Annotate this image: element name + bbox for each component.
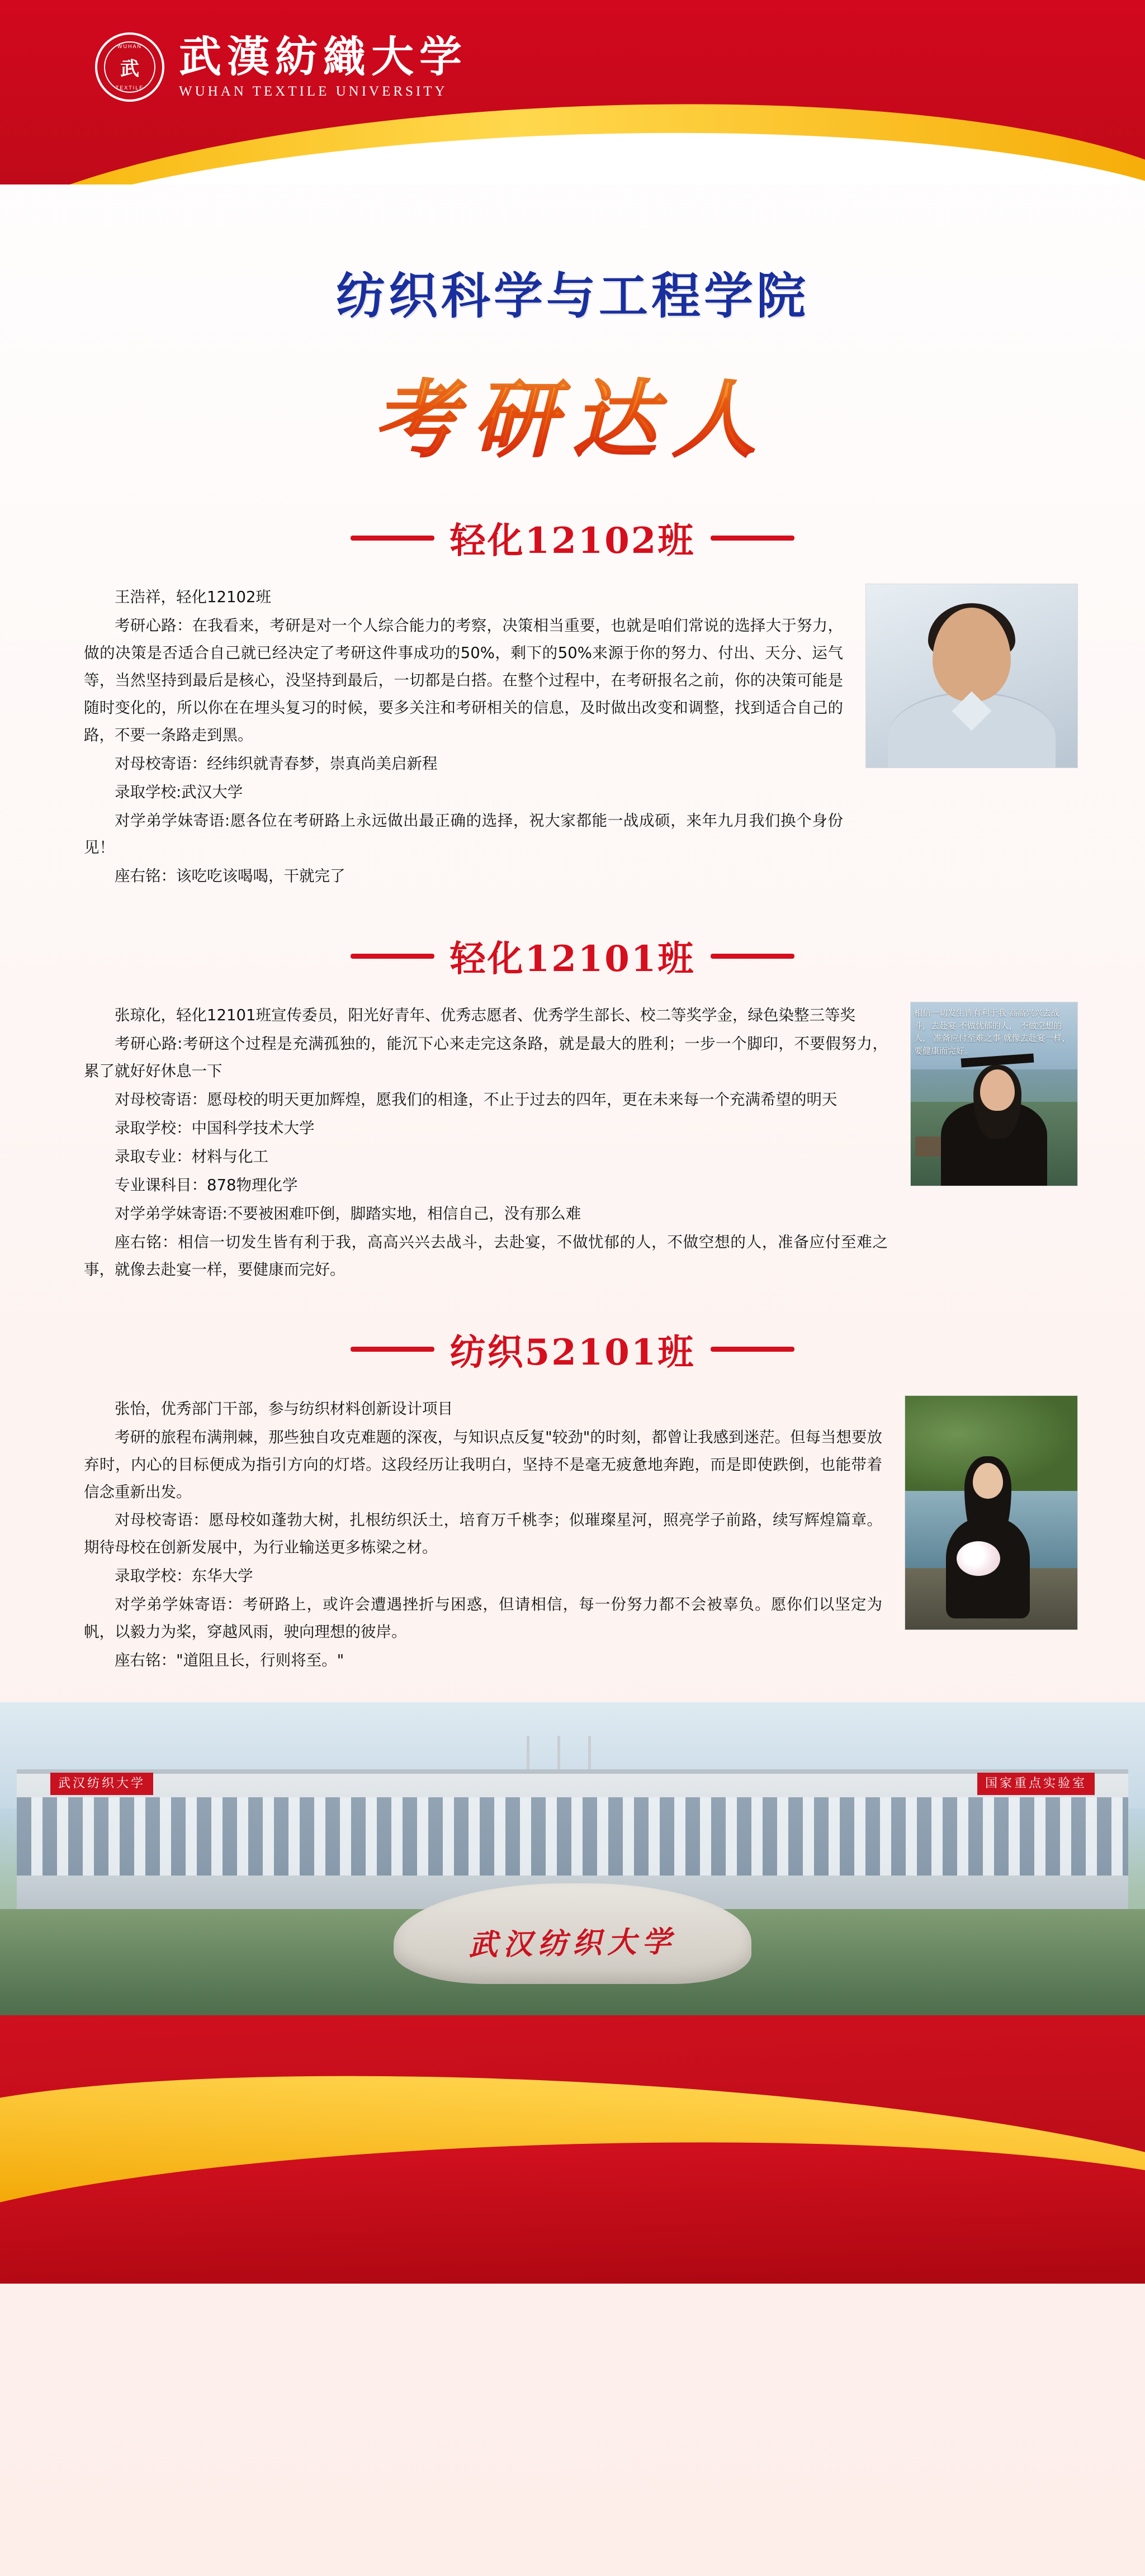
profile-line: 对母校寄语：愿母校如蓬勃大树，扎根纺织沃土，培育万千桃李；似璀璨星河，照亮学子前路，续写辉煌篇章。期待母校在创新发展中，为行业输送更多栋梁之材。 xyxy=(84,1511,882,1557)
student-portrait-2 xyxy=(910,1002,1078,1186)
divider-left-1 xyxy=(351,536,434,541)
campus-banner-left: 武汉纺织大学 xyxy=(50,1773,153,1795)
profile-line: 考研心路:考研这个过程是充满孤独的，能沉下心来走完这条路，就是最大的胜利；一步一个脚印，不要假努力，累了就好好休息一下 xyxy=(84,1035,888,1081)
university-seal-icon xyxy=(95,32,164,102)
profile-line: 对学弟学妹寄语：考研路上，或许会遭遇挫折与困惑，但请相信，每一份努力都不会被辜负。愿你们以坚定为帆，以毅力为桨，穿越风雨，驶向理想的彼岸。 xyxy=(84,1595,882,1641)
student-portrait-1 xyxy=(865,584,1078,768)
profile-line: 对母校寄语：经纬织就青春梦，崇真尚美启新程 xyxy=(115,754,438,773)
profile-line: 张怡，优秀部门干部，参与纺织材料创新设计项目 xyxy=(115,1399,453,1418)
profile-line: 对学弟学妹寄语:愿各位在考研路上永远做出最正确的选择，祝大家都能一战成硕，来年九月我们换个身份见！ xyxy=(84,811,843,857)
poster-main-title: 考研达人 xyxy=(0,352,1145,473)
flower-bouquet xyxy=(957,1541,1000,1576)
profile-block-1 xyxy=(0,584,1145,891)
profile-block-3 xyxy=(0,1395,1145,1675)
divider-left-2 xyxy=(351,954,434,959)
profile-line: 录取学校：中国科学技术大学 xyxy=(115,1119,315,1138)
profile-line: 录取学校:武汉大学 xyxy=(115,783,243,801)
profile-line: 对学弟学妹寄语:不要被困难吓倒，脚踏实地，相信自己，没有那么难 xyxy=(115,1204,581,1223)
profile-line: 专业课科目：878物理化学 xyxy=(115,1176,298,1194)
profile-line: 录取学校：东华大学 xyxy=(115,1567,253,1585)
divider-right-1 xyxy=(711,536,794,541)
profile-line: 张琼化，轻化12101班宣传委员，阳光好青年、优秀志愿者、优秀学生部长、校二等奖学金，绿色染整三等奖 xyxy=(115,1006,855,1025)
bottom-decoration xyxy=(0,2015,1145,2284)
section-title-1: 轻化12102班 xyxy=(450,520,695,562)
portrait-head xyxy=(980,1069,1015,1111)
profile-line: 座右铭：相信一切发生皆有利于我，高高兴兴去战斗，去赴宴，不做忧郁的人，不做空想的人，准备应付至难之事，就像去赴宴一样，要健康而完好。 xyxy=(84,1233,888,1278)
student-portrait-3 xyxy=(905,1395,1078,1630)
campus-banner-right: 国家重点实验室 xyxy=(977,1773,1095,1795)
profile-line: 座右铭："道阻且长，行则将至。" xyxy=(115,1651,344,1670)
section-header-2 xyxy=(0,930,1145,982)
profile-line: 对母校寄语：愿母校的明天更加辉煌，愿我们的相逢，不止于过去的四年，更在未来每一个充满希望的明天 xyxy=(115,1091,838,1109)
college-title: 纺织科学与工程学院 xyxy=(335,267,809,325)
seal-top-text: WUHAN xyxy=(117,44,142,49)
university-names xyxy=(179,32,467,100)
divider-right-2 xyxy=(711,954,794,959)
campus-gate-photo xyxy=(0,1702,1145,2015)
photo-overlay-text: 相信一切发生皆有利于我 高高兴兴去战斗，去赴宴 不做忧郁的人， 不做空想的人， 准备应付至难之事 就像去赴宴一样， 要健康而完好。 xyxy=(914,1008,1071,1056)
university-name-en: WUHAN TEXTILE UNIVERSITY xyxy=(179,83,448,99)
profile-text-2 xyxy=(84,1002,888,1284)
profile-line: 王浩祥，轻化12102班 xyxy=(115,588,271,606)
profile-line: 考研心路：在我看来，考研是对一个人综合能力的考察，决策相当重要，也就是咱们常说的选择大于努力，做的决策是否适合自己就已经决定了考研这件事成功的50%，剩下的50%来源于你的努力、付出、天分、运气等，当然坚持到最后是核心，没坚持到最后，一切都是白搭。在整个过程中，在考研报名之前，你的决策可能是随时变化的，所以你在在埋头复习的时候，要多关注和考研相关的信息，及时做出改变和调整，找到适合自己的路，不要一条路走到黑。 xyxy=(84,616,843,744)
profile-line: 录取专业：材料与化工 xyxy=(115,1148,268,1166)
section-header-3 xyxy=(0,1324,1145,1375)
seal-mark: 武 xyxy=(120,58,139,80)
divider-left-3 xyxy=(351,1347,434,1352)
university-name-cn: 武漢紡織大学 xyxy=(179,32,467,82)
profile-line: 考研的旅程布满荆棘，那些独自攻克难题的深夜，与知识点反复"较劲"的时刻，都曾让我感到迷茫。但每当想要放弃时，内心的目标便成为指引方向的灯塔。这段经历让我明白，坚持不是毫无疲惫地奔跑，而是即使跌倒，也能带着信念重新出发。 xyxy=(84,1428,882,1501)
divider-right-3 xyxy=(711,1347,794,1352)
profile-text-3 xyxy=(84,1395,882,1675)
profile-text-1 xyxy=(84,584,843,891)
university-logo-row xyxy=(95,32,467,102)
top-banner xyxy=(0,0,1145,184)
seal-bottom-text: TEXTILE xyxy=(115,85,144,91)
profile-line: 座右铭：该吃吃该喝喝，干就完了 xyxy=(115,867,346,886)
campus-stone-text: 武汉纺织大学 xyxy=(468,1924,677,1963)
section-header-1 xyxy=(0,512,1145,564)
profile-block-2 xyxy=(0,1002,1145,1284)
section-title-2: 轻化12101班 xyxy=(450,938,695,981)
section-title-3: 纺织52101班 xyxy=(450,1331,695,1374)
portrait-head xyxy=(973,1463,1003,1499)
